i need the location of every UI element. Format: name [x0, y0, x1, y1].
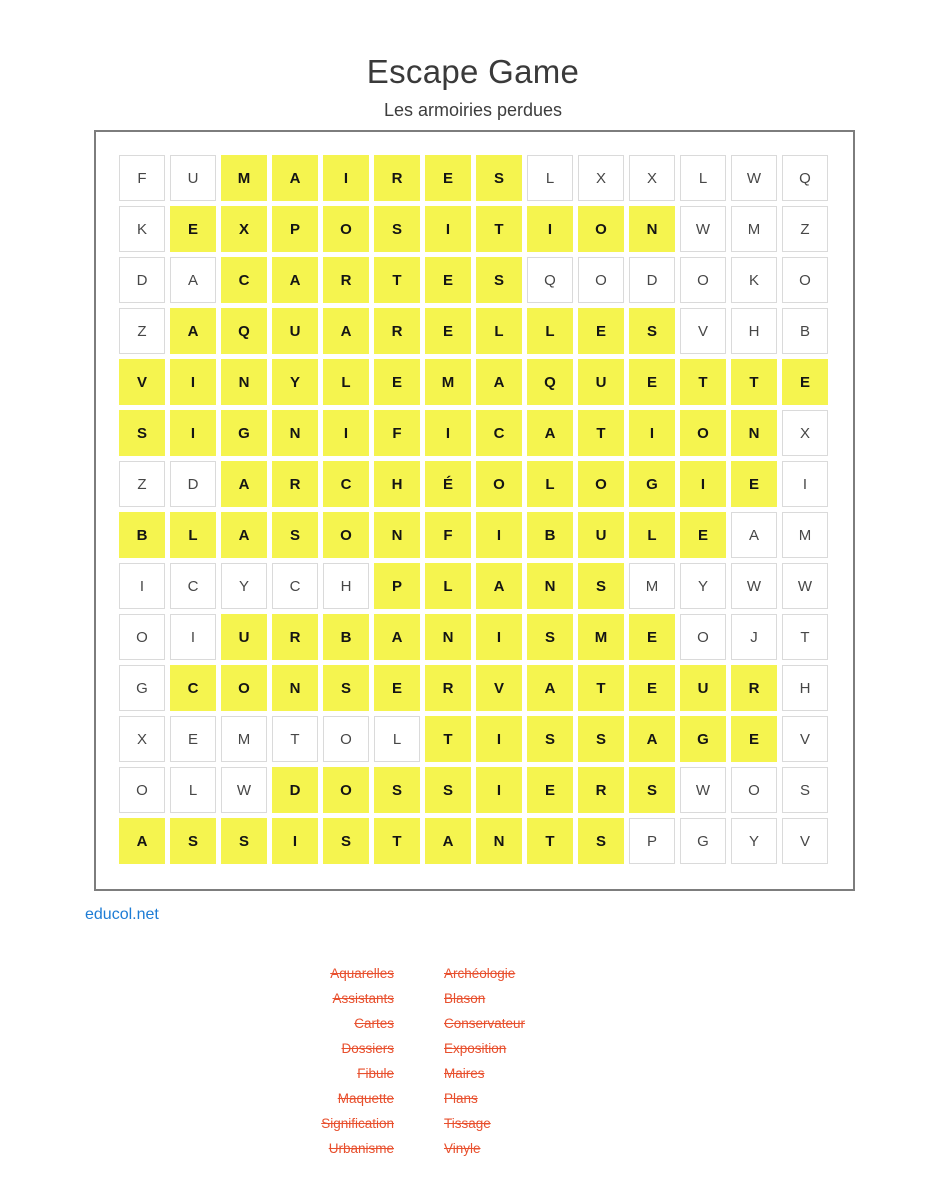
grid-cell-highlighted: M [221, 155, 267, 201]
grid-cell: U [170, 155, 216, 201]
grid-cell: L [527, 155, 573, 201]
grid-cell-highlighted: T [374, 257, 420, 303]
grid-cell-highlighted: I [425, 410, 471, 456]
grid-cell-highlighted: V [119, 359, 165, 405]
grid-cell-highlighted: S [476, 257, 522, 303]
grid-cell: Z [119, 308, 165, 354]
grid-cell: M [629, 563, 675, 609]
grid-cell: L [170, 767, 216, 813]
grid-cell-highlighted: T [578, 410, 624, 456]
grid-cell: W [680, 206, 726, 252]
grid-cell-highlighted: A [323, 308, 369, 354]
grid-cell: I [782, 461, 828, 507]
grid-cell-highlighted: L [527, 461, 573, 507]
word-item-dossiers: Dossiers [341, 1041, 394, 1056]
grid-cell-highlighted: S [578, 563, 624, 609]
grid-cell: C [272, 563, 318, 609]
grid-cell-highlighted: G [629, 461, 675, 507]
word-item-assistants: Assistants [332, 991, 394, 1006]
grid-cell-highlighted: N [731, 410, 777, 456]
grid-cell-highlighted: A [170, 308, 216, 354]
grid-cell: D [119, 257, 165, 303]
grid-cell-highlighted: U [578, 512, 624, 558]
grid-cell-highlighted: R [374, 155, 420, 201]
grid-cell-highlighted: G [680, 716, 726, 762]
grid-cell-highlighted: U [680, 665, 726, 711]
grid-cell-highlighted: H [374, 461, 420, 507]
grid-cell-highlighted: E [374, 359, 420, 405]
word-item-signification: Signification [321, 1116, 394, 1131]
grid-cell-highlighted: I [476, 512, 522, 558]
grid-cell: P [629, 818, 675, 864]
word-item-cartes: Cartes [354, 1016, 394, 1031]
word-item-maquette: Maquette [337, 1091, 394, 1106]
grid-cell: M [731, 206, 777, 252]
grid-cell-highlighted: É [425, 461, 471, 507]
grid-cell: M [221, 716, 267, 762]
page-title: Escape Game [366, 53, 580, 90]
word-item-exposition: Exposition [444, 1041, 507, 1056]
grid-cell-highlighted: A [221, 461, 267, 507]
grid-cell-highlighted: I [272, 818, 318, 864]
grid-cell-highlighted: L [170, 512, 216, 558]
grid-cell-highlighted: S [629, 308, 675, 354]
grid-cell-highlighted: O [680, 410, 726, 456]
grid-cell: O [119, 614, 165, 660]
grid-cell-highlighted: A [374, 614, 420, 660]
word-list-column-1 [194, 961, 394, 1161]
grid-cell-highlighted: T [578, 665, 624, 711]
grid-cell: W [782, 563, 828, 609]
grid-cell-highlighted: M [425, 359, 471, 405]
grid-cell: I [119, 563, 165, 609]
grid-cell-highlighted: I [170, 410, 216, 456]
grid-cell-highlighted: S [374, 206, 420, 252]
grid-cell-highlighted: O [476, 461, 522, 507]
word-item-archeologie: Archéologie [444, 966, 516, 981]
grid-cell-highlighted: P [374, 563, 420, 609]
grid-cell: Q [527, 257, 573, 303]
grid-cell-highlighted: I [425, 206, 471, 252]
grid-cell-highlighted: R [272, 614, 318, 660]
grid-cell: M [782, 512, 828, 558]
grid-cell-highlighted: E [629, 665, 675, 711]
grid-cell: H [782, 665, 828, 711]
grid-cell: H [323, 563, 369, 609]
word-item-urbanisme: Urbanisme [328, 1141, 394, 1156]
grid-cell-highlighted: T [731, 359, 777, 405]
grid-cell-highlighted: M [578, 614, 624, 660]
grid-cell-highlighted: S [119, 410, 165, 456]
grid-cell-highlighted: O [578, 206, 624, 252]
grid-cell-highlighted: G [221, 410, 267, 456]
grid-cell: T [272, 716, 318, 762]
grid-cell: C [170, 563, 216, 609]
grid-cell-highlighted: I [323, 410, 369, 456]
grid-cell-highlighted: L [323, 359, 369, 405]
grid-cell: X [629, 155, 675, 201]
grid-cell-highlighted: B [323, 614, 369, 660]
grid-cell-highlighted: N [527, 563, 573, 609]
grid-cell: E [170, 716, 216, 762]
grid-cell: X [578, 155, 624, 201]
grid-cell-highlighted: A [527, 410, 573, 456]
grid-cell: V [680, 308, 726, 354]
grid-cell-highlighted: A [527, 665, 573, 711]
grid-cell-highlighted: A [119, 818, 165, 864]
grid-cell: O [782, 257, 828, 303]
grid-cell-highlighted: P [272, 206, 318, 252]
grid-cell-highlighted: I [476, 767, 522, 813]
grid-cell: V [782, 716, 828, 762]
grid-cell-highlighted: T [680, 359, 726, 405]
grid-cell-highlighted: I [170, 359, 216, 405]
grid-cell-highlighted: S [221, 818, 267, 864]
grid-cell-highlighted: B [119, 512, 165, 558]
grid-cell-highlighted: S [629, 767, 675, 813]
grid-cell: D [629, 257, 675, 303]
grid-cell: O [680, 257, 726, 303]
grid-cell-highlighted: T [476, 206, 522, 252]
grid-cell-highlighted: I [680, 461, 726, 507]
grid-cell-highlighted: I [323, 155, 369, 201]
grid-cell-highlighted: T [374, 818, 420, 864]
grid-cell: J [731, 614, 777, 660]
grid-cell-highlighted: N [374, 512, 420, 558]
grid-cell-highlighted: S [578, 716, 624, 762]
grid-cell-highlighted: S [578, 818, 624, 864]
grid-cell: W [731, 563, 777, 609]
grid-cell-highlighted: X [221, 206, 267, 252]
grid-cell-highlighted: R [731, 665, 777, 711]
grid-cell-highlighted: L [527, 308, 573, 354]
grid-cell-highlighted: E [425, 308, 471, 354]
grid-cell: H [731, 308, 777, 354]
grid-cell-highlighted: C [476, 410, 522, 456]
word-search-grid [94, 130, 855, 891]
word-item-conservateur: Conservateur [444, 1016, 526, 1031]
grid-cell: K [119, 206, 165, 252]
grid-cell: G [119, 665, 165, 711]
grid-cell-highlighted: S [170, 818, 216, 864]
grid-cell-highlighted: L [425, 563, 471, 609]
grid-cell: Z [119, 461, 165, 507]
grid-cell-highlighted: A [476, 563, 522, 609]
grid-cell-highlighted: Q [527, 359, 573, 405]
grid-cell-highlighted: N [629, 206, 675, 252]
grid-cell-highlighted: C [170, 665, 216, 711]
grid-cell-highlighted: O [221, 665, 267, 711]
grid-cell: L [374, 716, 420, 762]
grid-cell-highlighted: Q [221, 308, 267, 354]
grid-cell: K [731, 257, 777, 303]
grid-cell-highlighted: F [374, 410, 420, 456]
grid-cell: O [323, 716, 369, 762]
grid-cell: L [680, 155, 726, 201]
grid-cell-highlighted: L [629, 512, 675, 558]
grid-cell: Z [782, 206, 828, 252]
grid-cell-highlighted: R [272, 461, 318, 507]
grid-cell: W [731, 155, 777, 201]
grid-cell-highlighted: O [323, 767, 369, 813]
grid-cell-highlighted: E [374, 665, 420, 711]
grid-cell-highlighted: R [323, 257, 369, 303]
word-item-tissage: Tissage [444, 1116, 491, 1131]
grid-cell-highlighted: E [629, 359, 675, 405]
grid-cell: G [680, 818, 726, 864]
grid-cell-highlighted: E [629, 614, 675, 660]
grid-cell-highlighted: L [476, 308, 522, 354]
grid-cell-highlighted: A [476, 359, 522, 405]
educol-link[interactable]: educol.net [85, 906, 159, 923]
grid-cell-highlighted: U [272, 308, 318, 354]
grid-cell-highlighted: R [374, 308, 420, 354]
grid-cell-highlighted: C [323, 461, 369, 507]
grid-cell: D [170, 461, 216, 507]
grid-cell-highlighted: Y [272, 359, 318, 405]
grid-cell-highlighted: A [629, 716, 675, 762]
grid-cell: W [221, 767, 267, 813]
grid-cell: O [578, 257, 624, 303]
grid-cell-highlighted: C [221, 257, 267, 303]
grid-cell: X [119, 716, 165, 762]
grid-cell: O [680, 614, 726, 660]
grid-cell-highlighted: U [221, 614, 267, 660]
grid-cell: Q [782, 155, 828, 201]
grid-cell-highlighted: N [221, 359, 267, 405]
grid-cell-highlighted: N [272, 410, 318, 456]
grid-cell-highlighted: A [221, 512, 267, 558]
grid-cell: V [782, 818, 828, 864]
grid-cell-highlighted: E [731, 461, 777, 507]
grid-cell: F [119, 155, 165, 201]
grid-cell: B [782, 308, 828, 354]
word-item-maires: Maires [444, 1066, 485, 1081]
grid-cell-highlighted: S [272, 512, 318, 558]
word-list-column-2 [444, 961, 674, 1161]
grid-cell-highlighted: F [425, 512, 471, 558]
word-item-blason: Blason [444, 991, 486, 1006]
grid-cell-highlighted: S [527, 614, 573, 660]
grid-cell-highlighted: T [527, 818, 573, 864]
grid-cell-highlighted: D [272, 767, 318, 813]
grid-cell-highlighted: E [782, 359, 828, 405]
grid-cell-highlighted: E [425, 155, 471, 201]
grid-cell-highlighted: T [425, 716, 471, 762]
grid-cell-highlighted: S [374, 767, 420, 813]
grid-cell-highlighted: R [578, 767, 624, 813]
grid-cell-highlighted: A [272, 257, 318, 303]
grid-cell: A [731, 512, 777, 558]
grid-cell-highlighted: E [425, 257, 471, 303]
grid-cell-highlighted: A [272, 155, 318, 201]
word-item-aquarelles: Aquarelles [330, 966, 394, 981]
grid-cell-highlighted: E [170, 206, 216, 252]
grid-cell-highlighted: A [425, 818, 471, 864]
grid-cell: X [782, 410, 828, 456]
grid-cell-highlighted: O [323, 512, 369, 558]
grid-cell: S [782, 767, 828, 813]
grid-cell-highlighted: B [527, 512, 573, 558]
grid-cell-highlighted: R [425, 665, 471, 711]
grid-cell-highlighted: I [629, 410, 675, 456]
grid-cell-highlighted: V [476, 665, 522, 711]
word-item-plans: Plans [444, 1091, 478, 1106]
grid-cell-highlighted: I [476, 614, 522, 660]
grid-cell: A [170, 257, 216, 303]
grid-cell-highlighted: N [476, 818, 522, 864]
page-subtitle: Les armoiries perdues [383, 100, 563, 120]
grid-cell-highlighted: E [527, 767, 573, 813]
grid-cell: Y [680, 563, 726, 609]
grid-cell-highlighted: I [476, 716, 522, 762]
grid-cell-highlighted: O [323, 206, 369, 252]
grid-cell-highlighted: E [680, 512, 726, 558]
grid-cell: O [731, 767, 777, 813]
grid-cell: O [119, 767, 165, 813]
grid-cell-highlighted: S [527, 716, 573, 762]
grid-cell-highlighted: N [272, 665, 318, 711]
grid-cell-highlighted: E [578, 308, 624, 354]
word-item-fibule: Fibule [357, 1066, 394, 1081]
grid-cell: T [782, 614, 828, 660]
grid-cell-highlighted: N [425, 614, 471, 660]
word-item-vinyle: Vinyle [444, 1141, 481, 1156]
grid-cell-highlighted: S [425, 767, 471, 813]
grid-cell-highlighted: S [476, 155, 522, 201]
grid-cell-highlighted: O [578, 461, 624, 507]
grid-cell-highlighted: S [323, 665, 369, 711]
grid-cell-highlighted: I [527, 206, 573, 252]
grid-cell: W [680, 767, 726, 813]
grid-cell: Y [731, 818, 777, 864]
grid-cell-highlighted: S [323, 818, 369, 864]
grid-cell-highlighted: U [578, 359, 624, 405]
grid-cell: Y [221, 563, 267, 609]
grid-cell-highlighted: E [731, 716, 777, 762]
grid-cell: I [170, 614, 216, 660]
